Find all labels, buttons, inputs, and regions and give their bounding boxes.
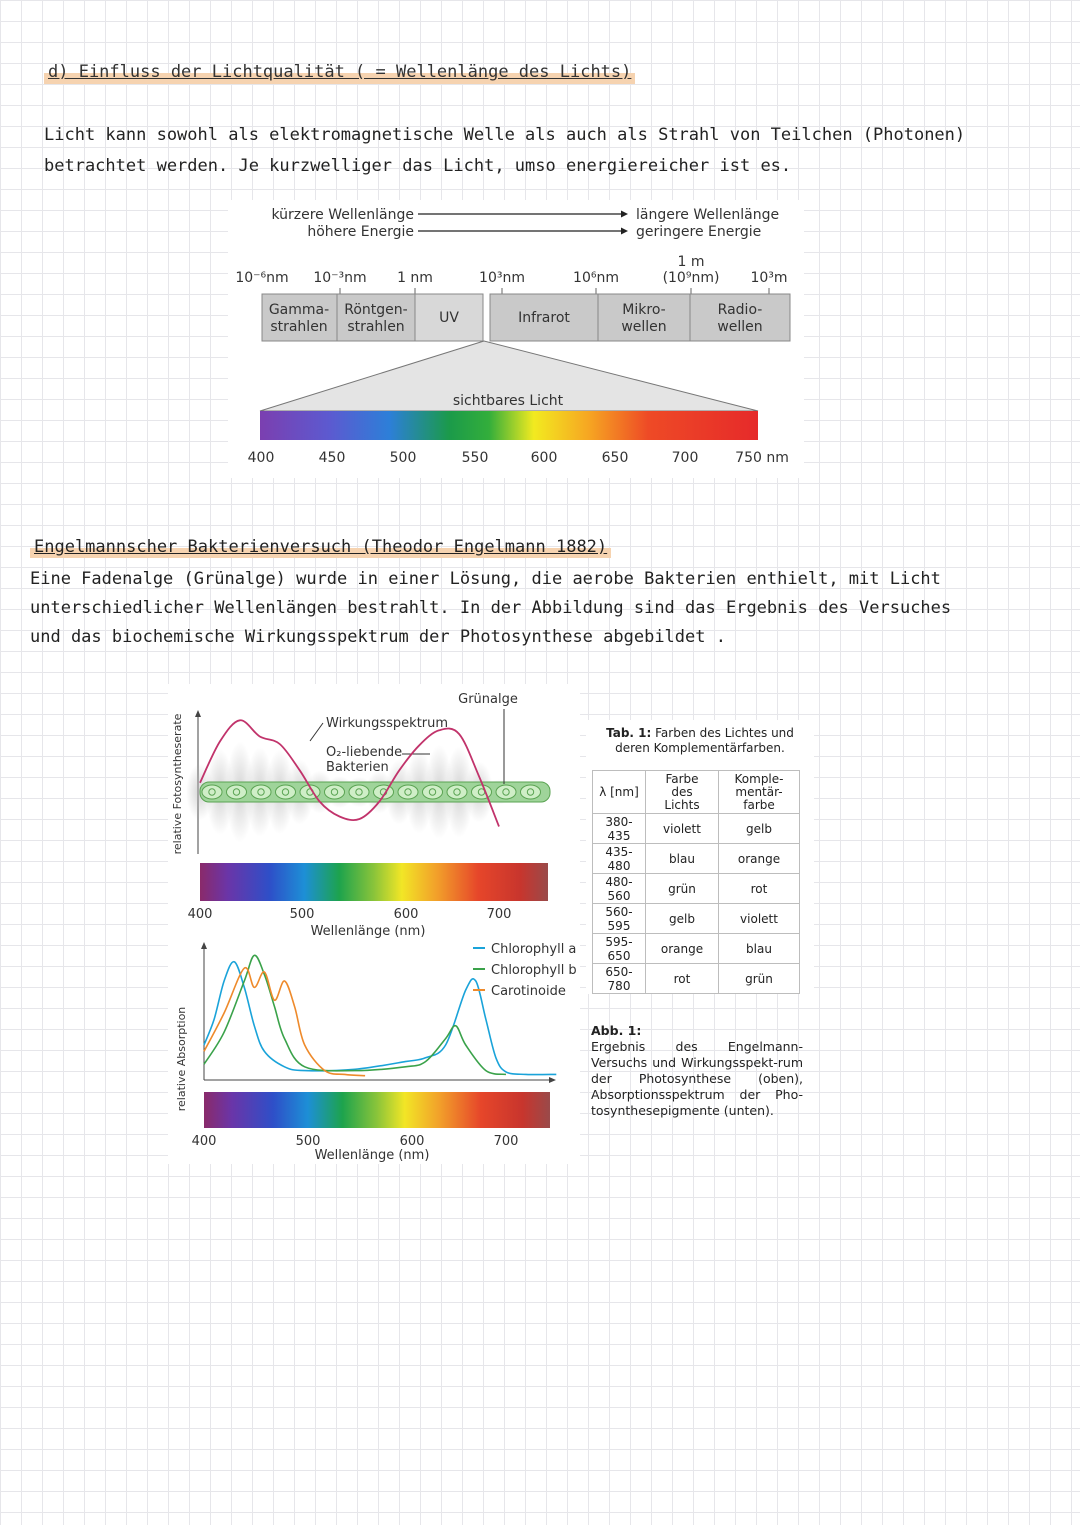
section2-line-3: und das biochemische Wirkungsspektrum der Photosynthese abgebildet . [30, 627, 726, 647]
cell-complement: violett [719, 904, 800, 934]
bottom-y-arrow [201, 942, 207, 949]
table-header-row [593, 771, 800, 814]
cell-color: gelb [646, 904, 719, 934]
band-radio-line1: Radio- [717, 302, 763, 318]
top-x-label: Wellenlänge (nm) [310, 924, 426, 939]
algae-cell [227, 785, 247, 799]
band-xray-line1: Röntgen- [344, 302, 408, 318]
band-infrared: Infrarot [518, 310, 570, 326]
band-micro-line1: Mikro- [622, 302, 666, 318]
action-spectrum-label: Wirkungsspektrum [326, 716, 449, 731]
cell-range: 380- 435 [593, 814, 646, 844]
cell-complement: blau [719, 934, 800, 964]
algae-filament [200, 782, 550, 802]
table-caption-text-1: Farben des Lichtes und [655, 726, 794, 740]
visible-tick: 650 [601, 450, 629, 466]
scale-label: 10³nm [479, 270, 525, 286]
arrow-left-label-2: höhere Energie [307, 224, 414, 240]
cell-range: 595- 650 [593, 934, 646, 964]
visible-light-label: sichtbares Licht [452, 393, 564, 409]
algae-cell [472, 785, 492, 799]
top-tick-label: 600 [393, 907, 419, 922]
bottom-color-bar [204, 1092, 550, 1128]
cell-complement: grün [719, 964, 800, 994]
cell-color: grün [646, 874, 719, 904]
algae-cell [521, 785, 541, 799]
cell-range: 650- 780 [593, 964, 646, 994]
legend-chl-a: Chlorophyll a [491, 942, 577, 957]
visible-tick: 750 nm [735, 450, 789, 466]
bottom-x-arrow [549, 1077, 556, 1083]
scale-label: 10⁶nm [573, 270, 619, 286]
algae-cell [398, 785, 418, 799]
bottom-x-label: Wellenlänge (nm) [314, 1148, 430, 1163]
chlorophyll-a-curve [204, 962, 556, 1075]
top-tick-label: 700 [486, 907, 512, 922]
scale-label: 10⁻³nm [313, 270, 367, 286]
figure-caption [591, 1023, 803, 1119]
arrow-right-label-1: längere Wellenlänge [636, 207, 780, 223]
scale-label: 10³m [750, 270, 788, 286]
algae-cell [423, 785, 443, 799]
table-row [593, 904, 800, 934]
top-tick-label: 400 [187, 907, 213, 922]
intro-line-2: betrachtet werden. Je kurzwelliger das Licht, umso energiereicher ist es. [44, 156, 792, 176]
table-row [593, 814, 800, 844]
cell-range: 435- 480 [593, 844, 646, 874]
table-caption-bold: Tab. 1: [606, 726, 652, 740]
top-y-label: relative Fotosyntheserate [171, 713, 184, 855]
algae-cell [202, 785, 222, 799]
legend-carotinoide: Carotinoide [491, 984, 566, 999]
cell-color: orange [646, 934, 719, 964]
bottom-tick-label: 700 [493, 1134, 519, 1149]
visible-tick: 700 [671, 450, 699, 466]
intro-line-1: Licht kann sowohl als elektromagnetische Welle als auch als Strahl von Teilchen (Photonen) [44, 125, 966, 145]
table-caption [586, 726, 814, 756]
cell-color: violett [646, 814, 719, 844]
band-gamma-line1: Gamma- [268, 302, 330, 318]
bacteria-label-2: Bakterien [326, 760, 389, 775]
header-color: Farbe des Lichts [646, 771, 719, 814]
scale-label: (10⁹nm) [662, 270, 720, 286]
color-table [592, 770, 800, 994]
top-tick-label: 500 [289, 907, 315, 922]
engelmann-figure [168, 684, 580, 1164]
scale-label: 10⁻⁶nm [235, 270, 289, 286]
cell-color: rot [646, 964, 719, 994]
table-caption-text-2: deren Komplementärfarben. [615, 741, 785, 755]
algae-cell [349, 785, 369, 799]
algae-cell [447, 785, 467, 799]
band-uv: UV [439, 310, 459, 326]
algae-cell [496, 785, 516, 799]
bottom-tick-label: 400 [191, 1134, 217, 1149]
band-radio-line2: wellen [717, 319, 763, 335]
figure-caption-text: Ergebnis des Engelmann-Versuchs und Wirkungsspekt-rum der Photosynthese (oben), Absorptionsspektrum der Pho-tosynthesepigmente (unten). [591, 1039, 803, 1118]
visible-tick: 400 [247, 450, 275, 466]
intro-paragraph [44, 120, 1034, 182]
bacteria-label-1: O₂-liebende [326, 745, 403, 760]
band-gamma-line2: strahlen [270, 319, 328, 335]
cell-range: 480- 560 [593, 874, 646, 904]
section2-line-1: Eine Fadenalge (Grünalge) wurde in einer Lösung, die aerobe Bakterien enthielt, mit Licht [30, 569, 941, 589]
engelmann-svg [168, 684, 580, 1164]
table-row [593, 964, 800, 994]
visible-tick: 450 [318, 450, 346, 466]
cell-complement: gelb [719, 814, 800, 844]
visible-tick: 550 [461, 450, 489, 466]
section2-paragraph [30, 565, 1060, 652]
header-wavelength: λ [nm] [593, 771, 646, 814]
em-spectrum-figure [228, 200, 804, 478]
table-row [593, 844, 800, 874]
section-heading: d) Einfluss der Lichtqualität ( = Wellenlänge des Lichts) [44, 60, 635, 84]
em-spectrum-svg [228, 200, 804, 478]
algae-cell [276, 785, 296, 799]
arrow-head-bottom [621, 228, 628, 235]
scale-ticks [340, 288, 769, 294]
visible-color-bar [260, 411, 758, 440]
bottom-tick-label: 600 [399, 1134, 425, 1149]
bottom-y-label: relative Absorption [175, 1006, 188, 1112]
algae-cell [325, 785, 345, 799]
cell-range: 560- 595 [593, 904, 646, 934]
visible-tick: 600 [530, 450, 558, 466]
bottom-tick-label: 500 [295, 1134, 321, 1149]
section2-title: Engelmannscher Bakterienversuch (Theodor Engelmann 1882) [30, 536, 611, 558]
algae-cell [251, 785, 271, 799]
figure-caption-bold: Abb. 1: [591, 1023, 642, 1038]
visible-tick: 500 [389, 450, 417, 466]
table-row [593, 874, 800, 904]
action-spectrum-pointer [310, 723, 323, 741]
top-y-arrow [195, 710, 201, 717]
color-table-box [586, 720, 814, 994]
band-xray-line2: strahlen [347, 319, 405, 335]
algae-label: Grünalge [458, 692, 518, 707]
cell-complement: orange [719, 844, 800, 874]
band-micro-line2: wellen [621, 319, 667, 335]
legend-chl-b: Chlorophyll b [491, 963, 577, 978]
arrow-left-label-1: kürzere Wellenlänge [271, 207, 414, 223]
scale-label: 1 nm [397, 270, 433, 286]
scale-label: 1 m [677, 254, 705, 270]
cell-color: blau [646, 844, 719, 874]
arrow-right-label-2: geringere Energie [636, 224, 762, 240]
arrow-head-top [621, 211, 628, 218]
cell-complement: rot [719, 874, 800, 904]
table-row [593, 934, 800, 964]
top-color-bar [200, 863, 548, 901]
section2-line-2: unterschiedlicher Wellenlängen bestrahlt. In der Abbildung sind das Ergebnis des Versuches [30, 598, 952, 618]
header-complement: Komple- mentär- farbe [719, 771, 800, 814]
